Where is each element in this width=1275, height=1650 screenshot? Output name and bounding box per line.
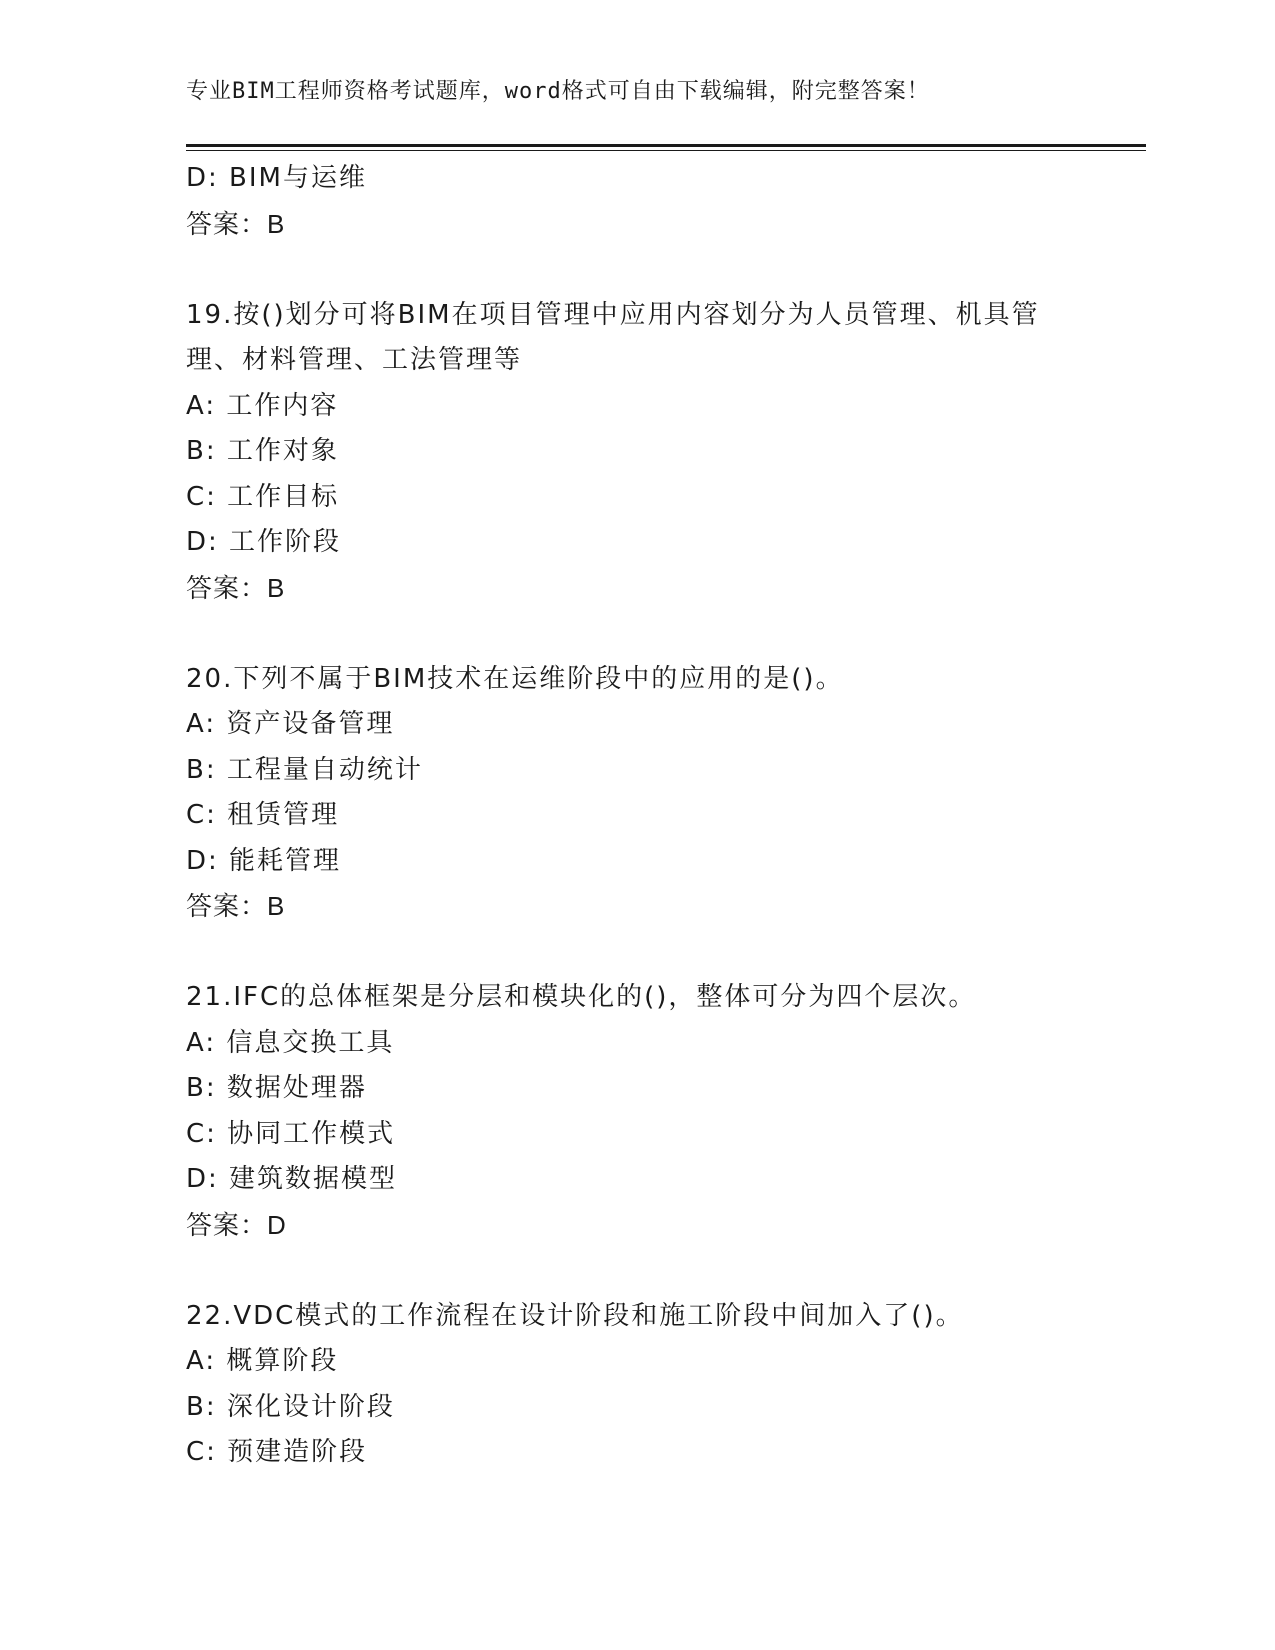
option-c: C: 预建造阶段	[186, 1437, 368, 1467]
header-rule-thick	[186, 144, 1146, 147]
question-stem: 20.下列不属于BIM技术在运维阶段中的应用的是()。	[186, 663, 844, 694]
option-b: B: 深化设计阶段	[186, 1391, 395, 1422]
answer-line: 答案：B	[186, 208, 286, 239]
option-c: C: 租赁管理	[186, 800, 340, 830]
option-d: D: 能耗管理	[186, 845, 342, 876]
question-stem: 19.按()划分可将BIM在项目管理中应用内容划分为人员管理、机具管	[186, 299, 1040, 330]
spacer	[186, 930, 1086, 976]
option-a: A: 概算阶段	[186, 1346, 339, 1376]
answer-line: 答案：B	[186, 572, 286, 603]
spacer	[186, 1248, 1086, 1294]
option-d: D: BIM与运维	[186, 163, 367, 193]
header-rule-thin	[186, 150, 1146, 151]
option-b: B: 工作对象	[186, 436, 339, 466]
question-stem: 22.VDC模式的工作流程在设计阶段和施工阶段中间加入了()。	[186, 1300, 964, 1331]
option-a: A: 工作内容	[186, 390, 339, 421]
option-c: C: 协同工作模式	[186, 1118, 396, 1149]
question-stem-continued: 理、材料管理、工法管理等	[186, 345, 523, 375]
question-stem: 21.IFC的总体框架是分层和模块化的()，整体可分为四个层次。	[186, 982, 977, 1012]
option-a: A: 资产设备管理	[186, 709, 395, 739]
option-b: B: 数据处理器	[186, 1073, 367, 1103]
question-content	[186, 156, 1086, 1476]
option-b: B: 工程量自动统计	[186, 754, 423, 785]
answer-line: 答案：B	[186, 891, 286, 921]
option-a: A: 信息交换工具	[186, 1027, 395, 1058]
spacer	[186, 611, 1086, 657]
option-d: D: 工作阶段	[186, 527, 342, 557]
option-c: C: 工作目标	[186, 481, 340, 512]
spacer	[186, 247, 1086, 293]
option-d: D: 建筑数据模型	[186, 1164, 398, 1194]
page-header: 专业BIM工程师资格考试题库，word格式可自由下载编辑，附完整答案！	[186, 79, 930, 104]
answer-line: 答案：D	[186, 1209, 287, 1240]
